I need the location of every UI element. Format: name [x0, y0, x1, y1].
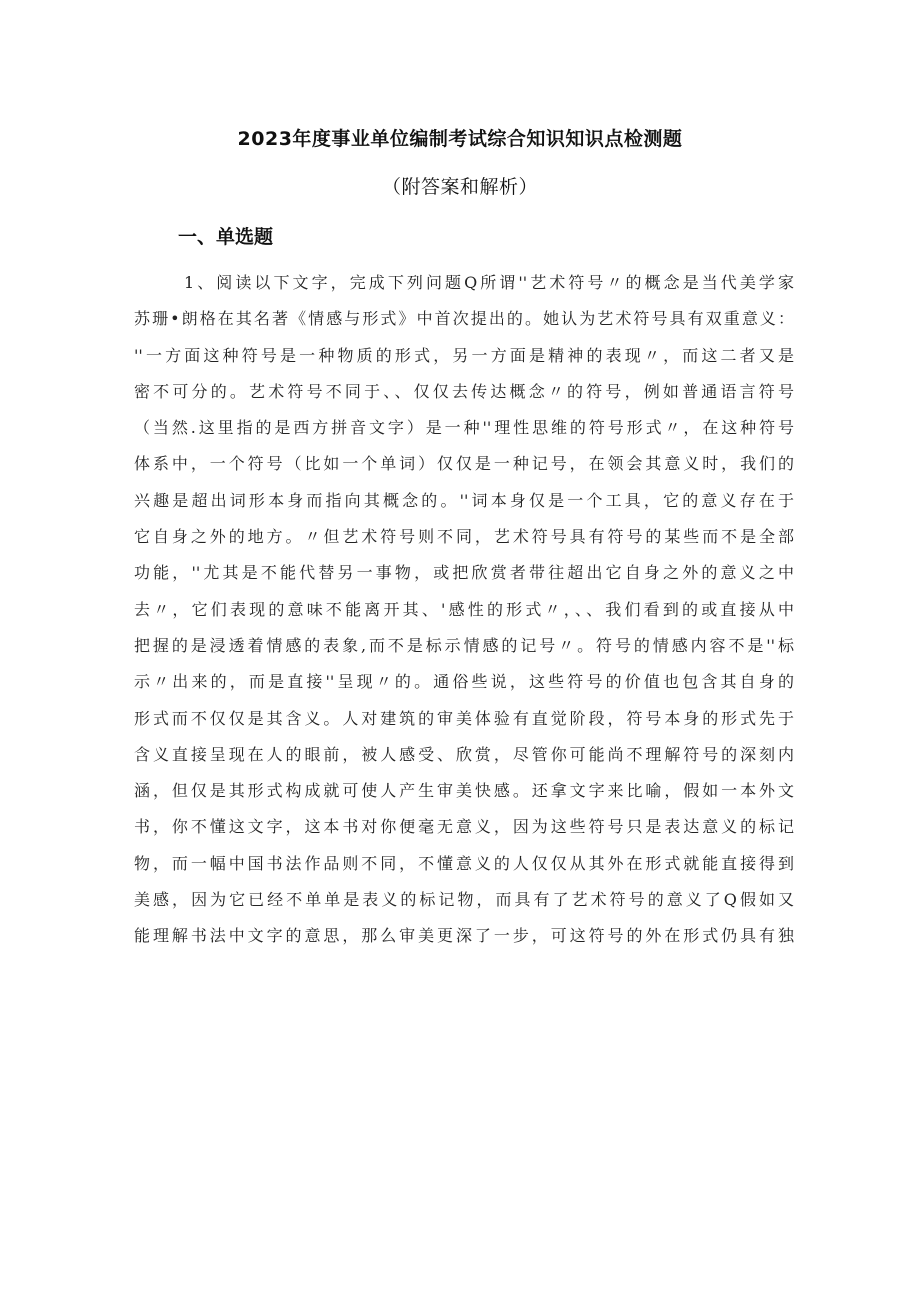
paragraph-line: 体系中，一个符号（比如一个单词）仅仅是一种记号，在领会其意义时，我们的	[134, 454, 794, 474]
paragraph-line: 能理解书法中文字的意思，那么审美更深了一步，可这符号的外在形式仍具有独	[134, 926, 794, 946]
section-heading: 一、单选题	[178, 226, 274, 248]
paragraph-line: 书，你不懂这文字，这本书对你便毫无意义，因为这些符号只是表达意义的标记	[134, 817, 794, 837]
paragraph-line: 形式而不仅仅是其含义。人对建筑的审美体验有直觉阶段，符号本身的形式先于	[134, 708, 794, 728]
paragraph-line: 示〃出来的，而是直接''呈现〃的。通俗些说，这些符号的价值也包含其自身的	[134, 672, 794, 692]
paragraph-line: 密不可分的。艺术符号不同于、、仅仅去传达概念〃的符号，例如普通语言符号	[134, 381, 794, 401]
paragraph-line: 物，而一幅中国书法作品则不同，不懂意义的人仅仅从其外在形式就能直接得到	[134, 853, 794, 873]
paragraph-line: （当然.这里指的是西方拼音文字）是一种''理性思维的符号形式〃，在这种符号	[134, 418, 794, 438]
paragraph-line: 涵，但仅是其形式构成就可使人产生审美快感。还拿文字来比喻，假如一本外文	[134, 781, 794, 801]
paragraph-line: 去〃，它们表现的意味不能离开其、'感性的形式〃，、、我们看到的或直接从中	[134, 599, 794, 619]
paragraph-line: ''一方面这种符号是一种物质的形式，另一方面是精神的表现〃，而这二者又是	[134, 345, 794, 365]
paragraph-line: 美感，因为它已经不单单是表义的标记物，而具有了艺术符号的意义了Q假如又	[134, 890, 794, 910]
paragraph-line: 把握的是浸透着情感的表象,而不是标示情感的记号〃。符号的情感内容不是''标	[134, 635, 794, 655]
question-paragraph	[134, 268, 794, 958]
paragraph-line: 含义直接呈现在人的眼前，被人感受、欣赏，尽管你可能尚不理解符号的深刻内	[134, 744, 794, 764]
paragraph-line: 兴趣是超出词形本身而指向其概念的。''词本身仅是一个工具，它的意义存在于	[134, 490, 794, 510]
document-subtitle: （附答案和解析）	[381, 176, 538, 198]
paragraph-line: 功能，''尤其是不能代替另一事物，或把欣赏者带往超出它自身之外的意义之中	[134, 563, 794, 583]
paragraph-line: 它自身之外的地方。〃但艺术符号则不同，艺术符号具有符号的某些而不是全部	[134, 527, 794, 547]
document-title: 2023年度事业单位编制考试综合知识知识点检测题	[237, 128, 683, 150]
paragraph-line: 1、阅读以下文字，完成下列问题Q所谓''艺术符号〃的概念是当代美学家	[184, 273, 794, 292]
paragraph-line: 苏珊•朗格在其名著《情感与形式》中首次提出的。她认为艺术符号具有双重意义：	[134, 309, 794, 329]
